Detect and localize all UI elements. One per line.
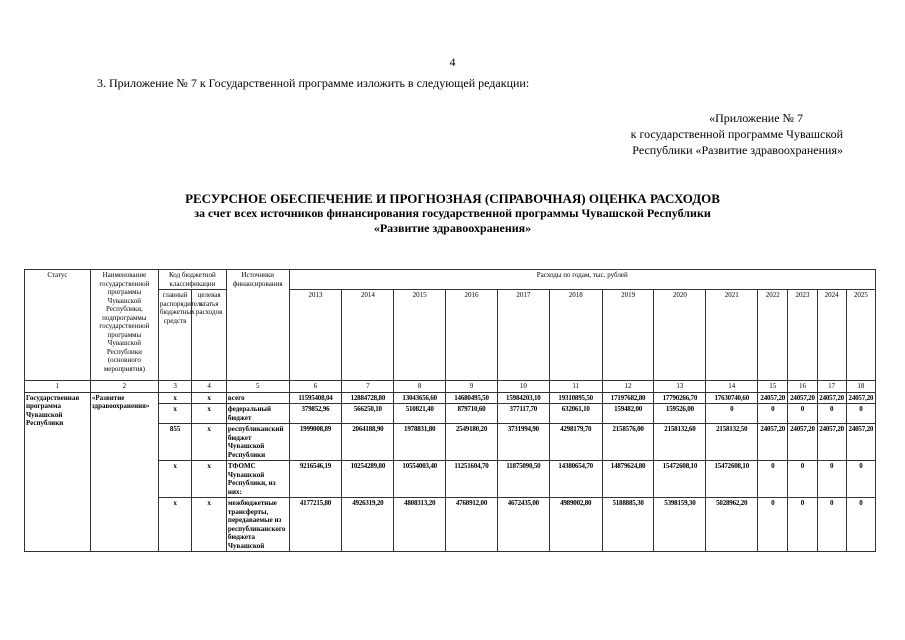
column-index: 2 (90, 381, 158, 393)
value-cell: 5398159,30 (654, 498, 706, 552)
value-cell: 5188885,30 (602, 498, 654, 552)
value-cell: 13043656,60 (394, 392, 446, 404)
source-cell: федеральный бюджет (226, 404, 289, 424)
value-cell: 0 (846, 498, 875, 552)
value-cell: 14680495,50 (446, 392, 498, 404)
value-cell: 15472608,10 (654, 461, 706, 498)
value-cell: 379852,96 (289, 404, 342, 424)
target-article-cell: x (192, 424, 227, 461)
value-cell: 24057,20 (788, 392, 817, 404)
header-year: 2017 (497, 290, 549, 381)
header-year: 2019 (602, 290, 654, 381)
value-cell: 2158132,60 (654, 424, 706, 461)
header-year: 2013 (289, 290, 342, 381)
value-cell: 510821,40 (394, 404, 446, 424)
value-cell: 566250,10 (342, 404, 394, 424)
page-number: 4 (449, 55, 456, 69)
column-index: 7 (342, 381, 394, 393)
value-cell: 632061,10 (549, 404, 602, 424)
value-cell: 0 (706, 404, 758, 424)
column-index: 5 (226, 381, 289, 393)
value-cell: 4926319,20 (342, 498, 394, 552)
value-cell: 24057,20 (846, 424, 875, 461)
value-cell: 4298179,70 (549, 424, 602, 461)
value-cell: 4177215,80 (289, 498, 342, 552)
value-cell: 10254289,80 (342, 461, 394, 498)
value-cell: 15472608,10 (706, 461, 758, 498)
source-cell: межбюджетные трансферты, передаваемые из республиканского бюджета Чувашской (226, 498, 289, 552)
target-article-cell: x (192, 404, 227, 424)
header-year: 2014 (342, 290, 394, 381)
target-article-cell: x (192, 498, 227, 552)
grbs-cell: x (158, 461, 191, 498)
header-status: Статус (25, 270, 91, 381)
value-cell: 17790266,70 (654, 392, 706, 404)
title-line-1: РЕСУРСНОЕ ОБЕСПЕЧЕНИЕ И ПРОГНОЗНАЯ (СПРАВОЧНАЯ) ОЦЕНКА РАСХОДОВ (185, 191, 720, 206)
value-cell: 0 (817, 461, 846, 498)
grbs-cell: x (158, 404, 191, 424)
value-cell: 24057,20 (817, 392, 846, 404)
grbs-cell: x (158, 392, 191, 404)
value-cell: 17197682,80 (602, 392, 654, 404)
header-year: 2025 (846, 290, 875, 381)
value-cell: 14879624,80 (602, 461, 654, 498)
value-cell: 11875090,50 (497, 461, 549, 498)
source-cell: всего (226, 392, 289, 404)
value-cell: 3731994,90 (497, 424, 549, 461)
appendix-line-2: к государственной программе Чувашской (630, 127, 843, 141)
appendix-line-1: «Приложение № 7 (709, 111, 803, 125)
header-year: 2020 (654, 290, 706, 381)
value-cell: 377117,70 (497, 404, 549, 424)
value-cell: 879710,60 (446, 404, 498, 424)
column-index: 6 (289, 381, 342, 393)
status-cell: Государственная программа Чувашской Республики (25, 392, 91, 552)
value-cell: 24057,20 (817, 424, 846, 461)
header-budget-code: Код бюджетной классификации (158, 270, 226, 290)
appendix-note (631, 110, 843, 158)
grbs-cell: 855 (158, 424, 191, 461)
column-index: 14 (706, 381, 758, 393)
value-cell: 0 (788, 404, 817, 424)
value-cell: 19310895,50 (549, 392, 602, 404)
value-cell: 4808313,20 (394, 498, 446, 552)
value-cell: 4672435,00 (497, 498, 549, 552)
value-cell: 0 (817, 404, 846, 424)
value-cell: 0 (788, 461, 817, 498)
header-target-article: целевая статья расходов (192, 290, 227, 381)
column-index: 3 (158, 381, 191, 393)
value-cell: 17630740,60 (706, 392, 758, 404)
value-cell: 24057,20 (846, 392, 875, 404)
column-index: 15 (758, 381, 788, 393)
column-index: 16 (788, 381, 817, 393)
value-cell: 0 (846, 404, 875, 424)
header-year: 2018 (549, 290, 602, 381)
header-name: Наименование государственной программы Чувашской Республики, подпрограммы государственной программы Чувашской Республики (основного мероприятия) (90, 270, 158, 381)
target-article-cell: x (192, 461, 227, 498)
header-sources: Источники финансирования (226, 270, 289, 381)
value-cell: 24057,20 (788, 424, 817, 461)
table-row (25, 392, 876, 404)
column-index: 17 (817, 381, 846, 393)
column-index-row (25, 381, 876, 393)
grbs-cell: x (158, 498, 191, 552)
value-cell: 1999008,89 (289, 424, 342, 461)
header-year: 2016 (446, 290, 498, 381)
title-line-2: за счет всех источников финансирования государственной программы Чувашской Республики (194, 206, 711, 220)
source-cell: ТФОМС Чувашской Республики, из них: (226, 461, 289, 498)
column-index: 12 (602, 381, 654, 393)
value-cell: 0 (758, 404, 788, 424)
program-name-cell: «Развитие здравоохранения» (90, 392, 158, 552)
header-year: 2021 (706, 290, 758, 381)
column-index: 1 (25, 381, 91, 393)
value-cell: 14380654,70 (549, 461, 602, 498)
value-cell: 2158132,50 (706, 424, 758, 461)
value-cell: 11251604,70 (446, 461, 498, 498)
value-cell: 12884728,80 (342, 392, 394, 404)
column-index: 10 (497, 381, 549, 393)
header-year: 2015 (394, 290, 446, 381)
value-cell: 0 (758, 461, 788, 498)
header-main-manager: главный распорядитель бюджетных средств (158, 290, 191, 381)
header-expenses: Расходы по годам, тыс. рублей (289, 270, 875, 290)
title-line-3: «Развитие здравоохранения» (373, 221, 532, 235)
value-cell: 0 (817, 498, 846, 552)
column-index: 8 (394, 381, 446, 393)
column-index: 13 (654, 381, 706, 393)
appendix-line-3: Республики «Развитие здравоохранения» (632, 143, 843, 157)
value-cell: 4768912,00 (446, 498, 498, 552)
column-index: 18 (846, 381, 875, 393)
value-cell: 2064188,90 (342, 424, 394, 461)
column-index: 4 (192, 381, 227, 393)
value-cell: 5028962,20 (706, 498, 758, 552)
resources-table (24, 269, 876, 552)
value-cell: 2158576,00 (602, 424, 654, 461)
value-cell: 1978831,80 (394, 424, 446, 461)
value-cell: 24057,20 (758, 424, 788, 461)
value-cell: 10554003,40 (394, 461, 446, 498)
value-cell: 0 (788, 498, 817, 552)
intro-text: 3. Приложение № 7 к Государственной программе изложить в следующей редакции: (97, 76, 530, 90)
header-year: 2024 (817, 290, 846, 381)
document-title (0, 191, 905, 236)
source-cell: республиканский бюджет Чувашской Республики (226, 424, 289, 461)
value-cell: 159526,00 (654, 404, 706, 424)
value-cell: 0 (846, 461, 875, 498)
value-cell: 2549180,20 (446, 424, 498, 461)
header-year: 2022 (758, 290, 788, 381)
target-article-cell: x (192, 392, 227, 404)
column-index: 11 (549, 381, 602, 393)
value-cell: 15984203,10 (497, 392, 549, 404)
value-cell: 9216546,19 (289, 461, 342, 498)
column-index: 9 (446, 381, 498, 393)
value-cell: 24057,20 (758, 392, 788, 404)
value-cell: 11595408,04 (289, 392, 342, 404)
value-cell: 159482,00 (602, 404, 654, 424)
value-cell: 4989002,80 (549, 498, 602, 552)
header-year: 2023 (788, 290, 817, 381)
value-cell: 0 (758, 498, 788, 552)
